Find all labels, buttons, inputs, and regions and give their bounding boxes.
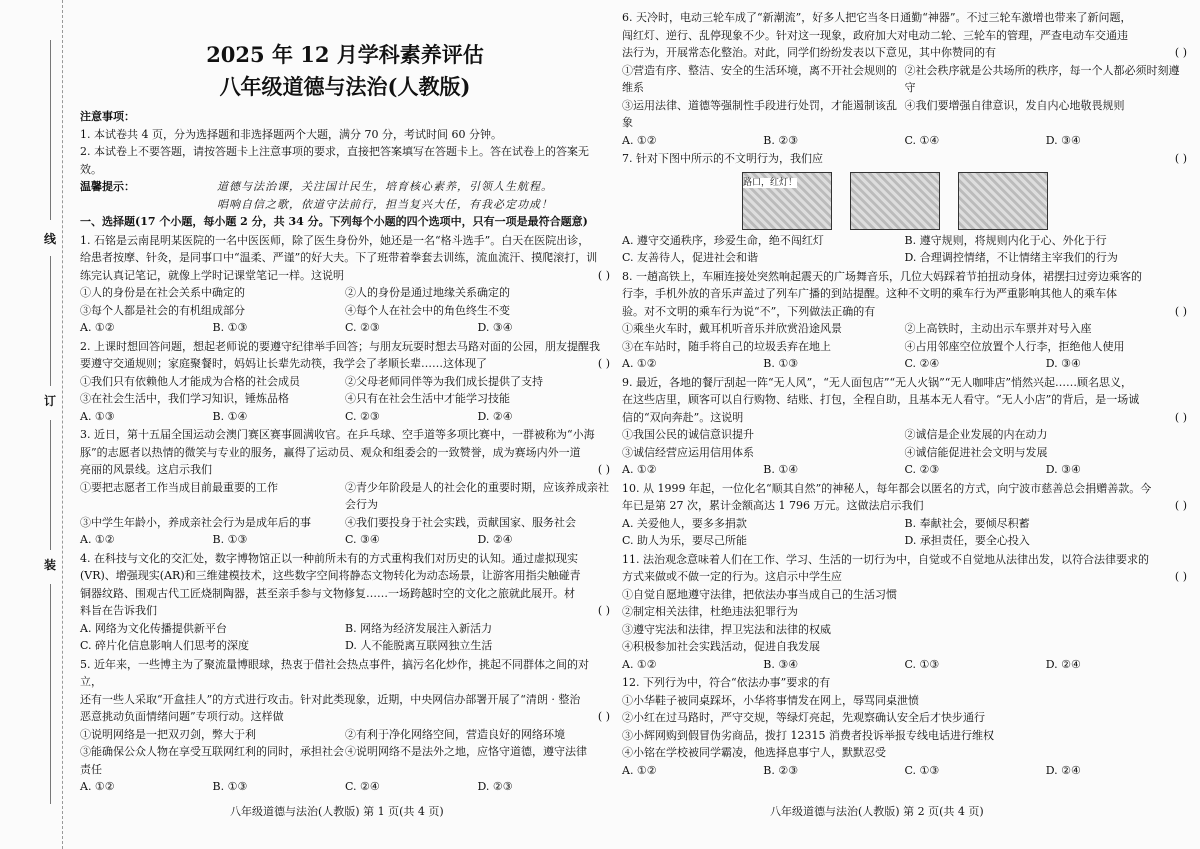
exam-subtitle: 八年级道德与法治(人教版) — [219, 74, 471, 99]
answer-choice: A. ①② — [622, 133, 657, 147]
answer-choice: A. ①② — [80, 321, 115, 334]
answer-choice: B. ①③ — [212, 533, 248, 546]
option: ②有利于净化网络空间，营造良好的网络环境 — [345, 727, 565, 741]
answer-choices — [622, 132, 1187, 150]
option-statements — [80, 620, 610, 655]
question — [622, 150, 1187, 267]
question — [622, 551, 1187, 674]
question-stem: 9. 最近，各地的餐厅刮起一阵“无人风”，“无人面包店”“无人火锅”“无人咖啡店”悄然兴起……顾名思义， — [622, 375, 1132, 389]
answer-choices — [622, 762, 1187, 780]
question-stem: 2. 上课时想回答问题，想起老师说的要遵守纪律举手回答；与朋友玩耍时想去马路对面的公园，朋友提醒我 — [80, 339, 600, 353]
option: D. 承担责任，要全心投入 — [904, 534, 1030, 547]
answer-choice: C. ②④ — [345, 780, 380, 793]
cartoon-image — [850, 172, 940, 230]
question — [622, 480, 1187, 550]
option: ③在社会生活中，我们学习知识，锤炼品格 — [80, 392, 289, 405]
question — [80, 232, 610, 337]
option-statements — [622, 62, 1187, 132]
option: ④说明网络不是法外之地，应恪守道德，遵守法律 — [345, 745, 587, 758]
option: ①营造有序、整洁、安全的生活环境，离不开社会规则的维系 — [622, 63, 897, 94]
option: ③运用法律、道德等强制性手段进行处罚，才能遏制该乱象 — [622, 98, 897, 129]
question-stem: 在这些店里，顾客可以自行购物、结账、打包，全程自助，且基本无人看守。“无人小店”的背后，是一场诚 — [622, 393, 1140, 406]
binding-label-xian: 线 — [44, 232, 57, 246]
page-footer: 八年级道德与法治(人教版) 第 2 页(共 4 页) — [770, 805, 984, 818]
answer-choice: B. ①④ — [763, 463, 799, 476]
question-stem: 要遵守交通规则；家庭聚餐时，妈妈让长辈先动筷，我学会了孝顺长辈……这体现了 — [80, 357, 487, 370]
answer-paren: ( ) — [597, 604, 610, 617]
option: ④我们要增强自律意识，发自内心地敬畏规则 — [904, 98, 1125, 112]
answer-choice: A. ①② — [80, 780, 115, 793]
notice-item: 2. 本试卷上不要答题，请按答题卡上注意事项的要求，直接把答案填写在答题卡上。答在试卷上的答案无效。 — [80, 145, 589, 176]
question-stem: 3. 近日，第十五届全国运动会澳门赛区赛事圆满收官。在乒乓球、空手道等多项比赛中，一群被称为“小海 — [80, 428, 595, 441]
option-statements — [80, 726, 610, 779]
answer-choice: D. ③④ — [1045, 463, 1081, 476]
option: ③在车站时，随手将自己的垃圾丢弃在地上 — [622, 339, 831, 353]
binding-label-ding: 订 — [44, 394, 57, 408]
tip-heading: 温馨提示： — [80, 180, 135, 193]
option: B. 奉献社会，要倾尽积蓄 — [904, 516, 1030, 530]
question — [80, 338, 610, 426]
answer-choice: B. ①③ — [212, 321, 248, 334]
answer-choices — [80, 319, 610, 337]
option: ①我国公民的诚信意识提升 — [622, 428, 754, 441]
answer-paren: ( ) — [597, 357, 610, 370]
binding-label-zhuang: 装 — [44, 558, 57, 572]
option: ③诚信经营应运用信用体系 — [622, 445, 754, 459]
option: ①自觉自愿地遵守法律，把依法办事当成自己的生活习惯 — [622, 587, 897, 601]
binding-line — [50, 256, 51, 386]
option: A. 关爱他人，要多多捐款 — [622, 516, 747, 530]
option: C. 碎片化信息影响人们思考的深度 — [80, 639, 250, 652]
option: ④积极参加社会实践活动，促进自我发展 — [622, 640, 820, 653]
answer-choice: A. ①② — [622, 357, 657, 370]
option: B. 遵守规则，将规则内化于心、外化于行 — [904, 233, 1107, 247]
option: ②青少年阶段是人的社会化的重要时期，应该养成亲社会行为 — [345, 480, 609, 511]
binding-margin — [0, 0, 63, 849]
question-stem: 11. 法治观念意味着人们在工作、学习、生活的一切行为中，自觉或不自觉地从法律出发，以符合法律要求的 — [622, 552, 1149, 566]
question-stem: 7. 针对下图中所示的不文明行为，我们应 — [622, 152, 823, 165]
answer-choice: A. ①③ — [80, 409, 115, 423]
answer-choice: D. ③④ — [1045, 133, 1081, 147]
option: ③遵守宪法和法律，捍卫宪法和法律的权威 — [622, 622, 831, 636]
question-stem: 6. 天冷时，电动三轮车成了“新潮流”，好多人把它当冬日通勤“神器”。不过三轮车激增也带来了新问题， — [622, 11, 1132, 24]
question-list — [80, 232, 610, 796]
option: ③中学生年龄小，养成亲社会行为是成年后的事 — [80, 515, 311, 529]
option: ①说明网络是一把双刃剑，弊大于利 — [80, 727, 256, 741]
answer-choice: D. ②④ — [477, 533, 513, 546]
answer-choice: A. ①② — [80, 533, 115, 546]
option: ①乘坐火车时，戴耳机听音乐并欣赏沿途风景 — [622, 322, 842, 335]
tip-line: 唱响自信之歌，依道守法前行，担当复兴大任，有我必定功成！ — [217, 197, 553, 211]
cartoon-images — [742, 172, 1187, 230]
question-stem: 5. 近年来，一些博主为了聚流量博眼球，热衷于借社会热点事件，搞污名化炒作，挑起不同群体之间的对立， — [80, 657, 589, 688]
question — [80, 426, 610, 549]
answer-choice: C. ②③ — [345, 321, 380, 334]
question — [622, 674, 1187, 779]
option: ③每个人都是社会的有机组成部分 — [80, 303, 245, 317]
answer-choice: C. ②④ — [904, 357, 940, 370]
question-stem: 10. 从 1999 年起，一位化名“顺其自然”的神秘人，每年都会以匿名的方式，向宁波市慈善总会捐赠善款。今 — [622, 481, 1152, 495]
question-stem: 行李，手机外放的音乐声盖过了列车广播的到站提醒。这种不文明的乘车行为严重影响其他人的乘车体 — [622, 287, 1117, 300]
cartoon-image — [742, 172, 832, 230]
page-footer: 八年级道德与法治(人教版) 第 1 页(共 4 页) — [230, 805, 444, 818]
page-2 — [622, 8, 1187, 779]
option: ②人的身份是通过地缘关系确定的 — [345, 286, 510, 299]
option-statements — [80, 479, 610, 532]
answer-choice: C. ①④ — [904, 133, 940, 147]
question-stem: (VR)、增强现实(AR)和三维建模技术，这些数字空间将静态文物转化为动态场景，让游客用指尖触碰青 — [80, 569, 581, 582]
option: D. 合理调控情绪，不让情绪主宰我们的行为 — [904, 251, 1118, 264]
notice-heading: 注意事项： — [80, 110, 135, 123]
option: ②社会秩序就是公共场所的秩序，每一个人都必须时刻遵守 — [904, 63, 1180, 94]
question-stem: 4. 在科技与文化的交汇处，数字博物馆正以一种前所未有的方式重构我们对历史的认知。通过虚拟现实 — [80, 551, 578, 565]
answer-choices — [80, 408, 610, 426]
question-stem: 恶意挑动负面情绪问题”专项行动。这样做 — [80, 710, 284, 723]
answer-choice: B. ②③ — [763, 763, 799, 777]
question-stem: 铜器纹路、围观古代工匠烧制陶器，甚至亲手参与文物修复……一场跨越时空的文化之旅就此展开。材 — [80, 586, 575, 600]
answer-choice: D. ③④ — [1045, 357, 1081, 370]
answer-paren: ( ) — [1174, 410, 1187, 424]
question-stem: 法行为，开展常态化整治。对此，同学们纷纷发表以下意见，其中你赞同的有 — [622, 46, 996, 59]
answer-choice: B. ①③ — [763, 357, 799, 370]
answer-paren: ( ) — [1174, 570, 1187, 583]
section-heading: 一、选择题(17 个小题，每小题 2 分，共 34 分。下列每个小题的四个选项中，只有一项是最符合题意) — [80, 215, 588, 228]
option-statements — [622, 232, 1187, 267]
question-stem: 1. 石铭是云南昆明某医院的一名中医医师，除了医生身份外，她还是一名“格斗选手”。白天在医院出诊， — [80, 233, 590, 247]
answer-choice: C. ②③ — [904, 463, 940, 476]
option: ③能确保公众人物在享受互联网红利的同时，承担社会责任 — [80, 745, 344, 776]
answer-choice: D. ③④ — [477, 321, 513, 334]
option: ①人的身份是在社会关系中确定的 — [80, 286, 245, 299]
answer-paren: ( ) — [1174, 304, 1187, 318]
binding-line — [50, 40, 51, 220]
option: ④占用邻座空位放置个人行李，拒绝他人使用 — [904, 339, 1125, 353]
option: ④每个人在社会中的角色终生不变 — [345, 303, 510, 317]
answer-choice: A. ①② — [622, 657, 657, 671]
answer-choices — [622, 461, 1187, 479]
cartoon-image — [958, 172, 1048, 230]
answer-choices — [622, 355, 1187, 373]
binding-line — [50, 420, 51, 550]
exam-title: 2025 年 12 月学科素养评估 — [206, 42, 484, 67]
question-stem: 给患者按摩、针灸，是同事口中“温柔、严谨”的好大夫。下了班带着拳套去训练，流血流汗、摸爬滚打，训 — [80, 251, 598, 264]
option: ④诚信能促进社会文明与发展 — [904, 445, 1048, 459]
answer-choice: B. ③④ — [763, 657, 799, 671]
answer-choice: B. ①③ — [212, 780, 248, 793]
answer-paren: ( ) — [1174, 152, 1187, 165]
question-stem: 练完认真记笔记，就像上学时记课堂笔记一样。这说明 — [80, 268, 344, 282]
answer-choice: C. ①③ — [904, 657, 940, 671]
answer-choice: A. ①② — [622, 463, 657, 476]
option: A. 网络为文化传播提供新平台 — [80, 621, 227, 635]
question-stem: 方式来做或不做一定的行为。这启示中学生应 — [622, 570, 842, 583]
question — [80, 550, 610, 655]
option: C. 友善待人，促进社会和谐 — [622, 251, 759, 264]
answer-choice: B. ②③ — [763, 133, 799, 147]
answer-choice: C. ③④ — [345, 533, 380, 546]
question — [622, 374, 1187, 479]
option-statements — [622, 586, 1187, 656]
option: ④只有在社会生活中才能学习技能 — [345, 392, 510, 405]
option: D. 人不能脱离互联网独立生活 — [345, 639, 493, 652]
option-statements — [622, 426, 1187, 461]
option: C. 助人为乐，要尽己所能 — [622, 534, 748, 547]
answer-choices — [80, 531, 610, 549]
question-stem: 8. 一趟高铁上，车厢连接处突然响起震天的广场舞音乐，几位大妈踩着节拍扭动身体，裙摆扫过旁边乘客的 — [622, 269, 1142, 283]
option: ②上高铁时，主动出示车票并对号入座 — [904, 322, 1092, 335]
page-1 — [80, 8, 610, 796]
option-statements — [622, 320, 1187, 355]
option: ②父母老师同伴等为我们成长提供了支持 — [345, 374, 543, 388]
answer-choices — [622, 656, 1187, 674]
answer-paren: ( ) — [1174, 499, 1187, 512]
question-stem: 12. 下列行为中，符合“依法办事”要求的有 — [622, 676, 831, 689]
question-stem: 还有一些人采取“开盒挂人”的方式进行攻击。针对此类现象，近期，中央网信办部署开展了“清朗 · 整治 — [80, 692, 581, 706]
question-stem: 信的“双向奔赴”。这说明 — [622, 410, 744, 424]
option: ③小辉网购到假冒伪劣商品，拨打 12315 消费者投诉举报专线电话进行维权 — [622, 728, 994, 742]
option: A. 遵守交通秩序，珍爱生命，绝不闯红灯 — [622, 233, 824, 247]
question-stem: 年已是第 27 次，累计金额高达 1 796 万元。这做法启示我们 — [622, 499, 924, 512]
option: ④小铭在学校被同学霸凌，他选择息事宁人，默默忍受 — [622, 746, 886, 759]
question-stem: 料旨在告诉我们 — [80, 604, 157, 617]
option: B. 网络为经济发展注入新活力 — [345, 621, 493, 635]
option: ①要把志愿者工作当成目前最重要的工作 — [80, 480, 278, 494]
answer-paren: ( ) — [597, 710, 610, 723]
answer-choice: D. ②④ — [1045, 763, 1081, 777]
option: ②小红在过马路时，严守交规，等绿灯亮起，先观察确认安全后才快步通行 — [622, 711, 985, 724]
question — [622, 268, 1187, 373]
option: ②制定相关法律，杜绝违法犯罪行为 — [622, 605, 798, 618]
question-stem: 亮丽的风景线。这启示我们 — [80, 463, 212, 476]
tip-line: 道德与法治课，关注国计民生，培育核心素养，引领人生航程。 — [217, 180, 553, 193]
option: ④我们要投身于社会实践，贡献国家、服务社会 — [345, 515, 576, 529]
option-statements — [622, 692, 1187, 762]
question-stem: 验。对不文明的乘车行为说“不”，下列做法正确的有 — [622, 304, 876, 318]
answer-choice: D. ②④ — [1045, 657, 1081, 671]
answer-paren: ( ) — [1174, 46, 1187, 59]
question — [80, 656, 610, 796]
answer-choices — [80, 778, 610, 796]
option: ①我们只有依赖他人才能成为合格的社会成员 — [80, 374, 300, 388]
question-stem: 闯红灯、逆行、乱停现象不少。针对这一现象，政府加大对电动二轮、三轮车的管理，严查电动车交通违 — [622, 28, 1128, 42]
option: ②诚信是企业发展的内在动力 — [904, 428, 1048, 441]
option: ①小华鞋子被同桌踩坏，小华将事情发在网上，辱骂同桌泄愤 — [622, 693, 919, 707]
cartoon-caption: 路口，红灯！ — [743, 177, 798, 188]
option-statements — [80, 284, 610, 319]
option-statements — [80, 373, 610, 408]
option-statements — [622, 515, 1187, 550]
notice-item: 1. 本试卷共 4 页，分为选择题和非选择题两个大题，满分 70 分，考试时间 60 分钟。 — [80, 127, 502, 141]
answer-paren: ( ) — [597, 268, 610, 282]
answer-choice: C. ①③ — [904, 763, 940, 777]
answer-choice: A. ①② — [622, 763, 657, 777]
answer-choice: B. ①④ — [212, 409, 248, 423]
answer-choice: C. ②③ — [345, 409, 380, 423]
binding-line — [50, 584, 51, 804]
question-list — [622, 9, 1187, 779]
answer-paren: ( ) — [597, 463, 610, 476]
answer-choice: D. ②③ — [477, 780, 513, 793]
question-stem: 豚”的志愿者以热情的微笑与专业的服务，赢得了运动员、观众和组委会的一致赞誉，成为赛场内外一道 — [80, 445, 581, 459]
question — [622, 9, 1187, 149]
answer-choice: D. ②④ — [477, 409, 513, 423]
